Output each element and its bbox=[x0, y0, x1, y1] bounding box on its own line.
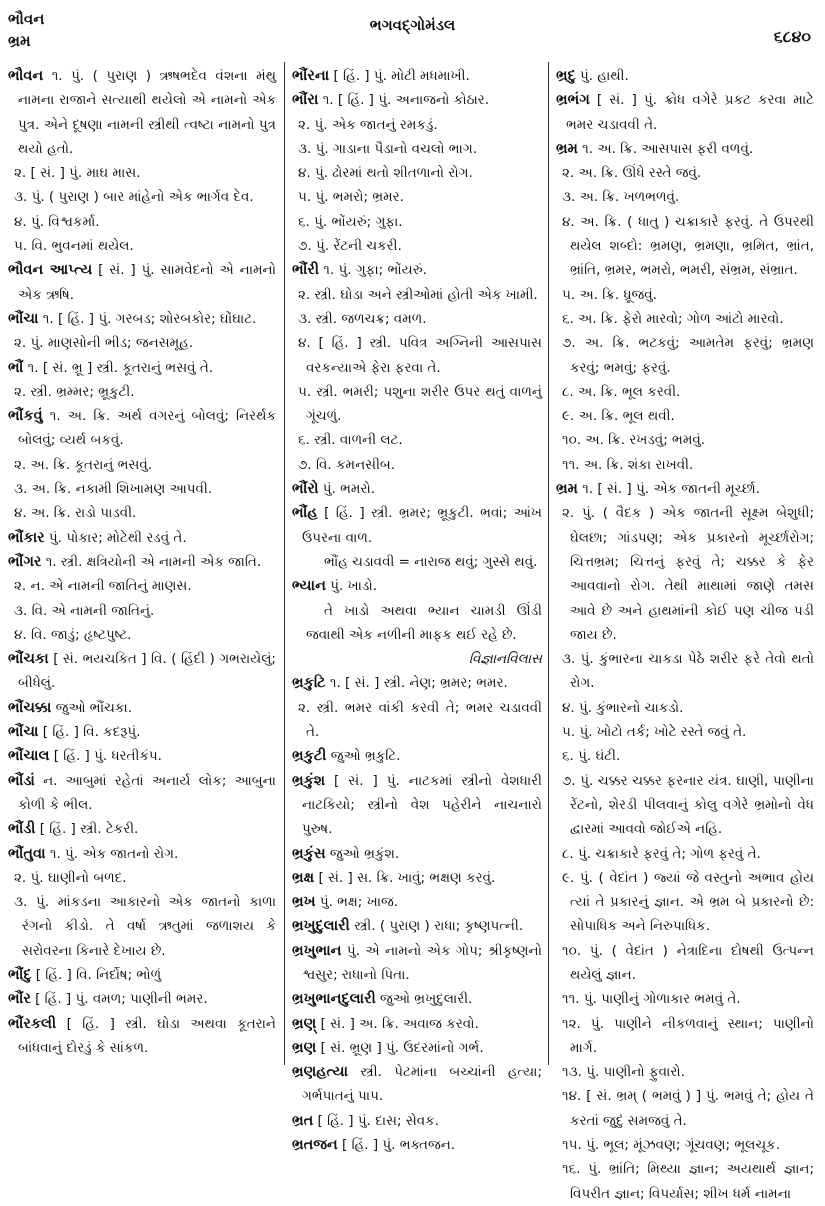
definition-text: ૧. [ સં. ] પું. એક જાતની મૂર્ચ્છા. bbox=[582, 481, 761, 498]
headword: ભ્રકુટી bbox=[292, 748, 327, 765]
headword: ભ્રખુભાનદુલારી bbox=[292, 991, 376, 1008]
dictionary-column-2 bbox=[292, 64, 542, 1157]
dictionary-entry bbox=[8, 842, 276, 866]
dictionary-entry bbox=[292, 501, 542, 550]
definition-text: ૫. અ. ક્રિ. ધ્રૂજવું. bbox=[562, 286, 658, 303]
dictionary-entry bbox=[292, 1060, 542, 1109]
definition-text: [ સં. ] અ. ક્રિ. અવાજ કરવો. bbox=[320, 1015, 479, 1032]
entry-sense bbox=[8, 890, 276, 963]
headword: ભૌંચક્કા bbox=[8, 699, 52, 716]
definition-text: ૬. અ. ક્રિ. ફેરો મારવો; ગોળ આંટો મારવો. bbox=[562, 310, 784, 327]
definition-text: [ સં. ભ્રૂણ ] પું. ઉદરમાંનો ગર્ભ. bbox=[320, 1039, 484, 1056]
definition-text: ૩. પું. ગાડાના પૈડાનો વચલો ભાગ. bbox=[298, 140, 477, 157]
dictionary-column-1 bbox=[8, 64, 276, 1060]
guide-word-first: ભૌવન bbox=[8, 10, 45, 28]
dictionary-entry bbox=[556, 477, 814, 501]
definition-text: ૭. પું. ચક્કર ચક્કર ફરનાર યંત્ર. ઘાણી, પાણીના રેંટનો, શેરડી પીલવાનું કોલુ વગેરે ભ્રમોનો વેધ દ્વારમાં આવવો જોઈએ નહિ. bbox=[562, 772, 814, 838]
headword: ભ્રકુંશ bbox=[292, 772, 326, 789]
headword: ભ્રખુદુલારી bbox=[292, 918, 350, 935]
entry-sense bbox=[8, 453, 276, 477]
headword: ભૌંદુ bbox=[8, 966, 32, 983]
entry-sense bbox=[556, 987, 814, 1011]
definition-text: ૨. અ. ક્રિ. કૂતરાનું ભસવું. bbox=[14, 456, 153, 473]
headword: ભૌંરા bbox=[292, 92, 319, 109]
definition-text: ૨. પું. માણસોની ભીડ; જનસમૂહ. bbox=[14, 335, 194, 352]
dictionary-entry bbox=[8, 720, 276, 744]
headword: ભ્રત bbox=[292, 1112, 314, 1129]
headword: ભ્રકુંસ bbox=[292, 845, 326, 862]
entry-sense bbox=[8, 331, 276, 355]
headword: ભ્યાન bbox=[292, 578, 326, 595]
headword: ભ્રક્ષ bbox=[292, 869, 315, 886]
definition-text: ૧૦. પું. ( વેદાંત ) નેત્રાદિના દોષથી ઉત્પન્ન થયેલું જ્ઞાન. bbox=[562, 942, 814, 983]
definition-text: ૨. પું. ( વૈદક ) એક જાતની સૂક્ષ્મ બેશુધી; ઘેલછા; ગાંડપણ; એક પ્રકારનો મૂર્ચ્છારોગ; ચિત્તભ્રમ; ચિત્તનું ફરવું તે; ચક્કર કે ફેર આવવાનો રોગ. તેથી માથામાં જાણે તમસ આવે છે અને હાથમાંની કોઈ પણ ચીજ પડી જાય છે. bbox=[562, 505, 814, 643]
definition-text: ૧. [ હિં. ] પું. ગરબડ; શોરબકોર; ઘોંઘાટ. bbox=[42, 310, 257, 327]
dictionary-entry bbox=[8, 307, 276, 331]
definition-text: ૬. પું. ભોંયરું; ગુફા. bbox=[298, 213, 403, 230]
headword: ભૌંરો bbox=[292, 481, 319, 498]
guide-word-last: ભ્રમ bbox=[8, 32, 31, 50]
definition-text: ૧. પું. ( પુરાણ ) ઋષભદેવ વંશના મંથુ નામના રાજાને સત્યાથી થયેલો એ નામનો એક પુત્ર. એને દૂષણા નામની સ્ત્રીથી ત્વષ્ટા નામનો પુત્ર થયો હતો. bbox=[18, 68, 276, 157]
dictionary-entry bbox=[292, 64, 542, 88]
definition-text: ૧૩. પું. પાણીનો ફુવારો. bbox=[562, 1064, 685, 1081]
definition-text: ૧. પું. એક જાતનો રોગ. bbox=[49, 845, 179, 862]
entry-sense bbox=[292, 137, 542, 161]
entry-sense bbox=[556, 939, 814, 988]
headword: ભૌંતુવા bbox=[8, 845, 46, 862]
entry-sense bbox=[292, 380, 542, 429]
headword: ભ્રણ bbox=[292, 1039, 317, 1056]
dictionary-entry bbox=[292, 842, 542, 866]
entry-sense bbox=[556, 720, 814, 744]
entry-sense bbox=[556, 331, 814, 380]
definition-text: [ હિં. ] સ્ત્રી. ઘોડા અથવા કૂતરાને બાંધવાનું દોરડું કે સાંકળ. bbox=[18, 1015, 276, 1056]
dictionary-entry bbox=[292, 1109, 542, 1133]
entry-sense bbox=[556, 428, 814, 452]
headword: ભૌંકવું bbox=[8, 408, 43, 425]
usage-example bbox=[292, 550, 542, 574]
headword: ભૌંડાં bbox=[8, 772, 35, 789]
definition-text: ૯. પું. ( વેદાંત ) જ્યાં જે વસ્તુનો અભાવ હોય ત્યાં તે પ્રકારનું જ્ઞાન. એ ભ્રમ બે પ્રકારનો છે: સોપાધિક અને નિરુપાધિક. bbox=[562, 869, 814, 935]
dictionary-entry bbox=[8, 550, 276, 574]
definition-text: ૩. પું. માંકડના આકારનો એક જાતનો કાળા રંગનો કીડો. તે વર્ષા ઋતુમાં જળાશય કે સરોવરના કિનારે દેખાય છે. bbox=[14, 894, 276, 959]
definition-text: સ્ત્રી. પેટમાંના બચ્ચાંની હત્યા; ગર્ભપાતનું પાપ. bbox=[302, 1064, 542, 1105]
definition-text: ૨. ન. એ નામની જાતિનું માણસ. bbox=[14, 578, 192, 595]
entry-sense bbox=[556, 380, 814, 404]
entry-sense bbox=[556, 307, 814, 331]
headword: ભ્રખુભાન bbox=[292, 942, 342, 959]
definition-text: [ હિં. ] પું. ધરતીકંપ. bbox=[53, 748, 162, 765]
entry-sense bbox=[556, 1060, 814, 1084]
definition-text: પું. હાથી. bbox=[580, 68, 629, 84]
definition-text: જુઓ ભ્રકુટિ. bbox=[330, 748, 401, 765]
headword: ભ્રણ્ bbox=[292, 1015, 317, 1032]
headword: ભૌંરકલી bbox=[8, 1015, 57, 1032]
definition-text: [ સં. ] પું. નાટકમાં સ્ત્રીનો વેશધારી નાટકિયો; સ્ત્રીનો વેશ પહેરીને નાચનારો પુરુષ. bbox=[302, 772, 543, 838]
definition-text: પું. પોકાર; મોટેથી રડવું તે. bbox=[48, 529, 187, 546]
headword: ભૌંગર bbox=[8, 553, 42, 570]
definition-text: ૧૧. અ. ક્રિ. શંકા રાખવી. bbox=[562, 456, 694, 473]
definition-text: ૬. પું. ઘંટી. bbox=[562, 748, 621, 765]
definition-text: ૪. વિ. જાડું; હૃષ્ટપુષ્ટ. bbox=[14, 626, 132, 643]
definition-text: ૫. પું. ખોટો તર્ક; ખોટે રસ્તે જવું તે. bbox=[562, 724, 747, 741]
definition-text: ૧. [ હિં. ] પું. અનાજનો કોઠાર. bbox=[322, 92, 490, 109]
headword: ભૌવન bbox=[8, 68, 44, 84]
definition-text: ૫. પું. ભમરો; ભ્રમર. bbox=[298, 189, 404, 206]
definition-text: પું. ભક્ષ; ખાજ. bbox=[319, 894, 399, 911]
dictionary-entry bbox=[292, 1036, 542, 1060]
definition-text: [ હિં. ] સ્ત્રી. ભ્રમર; ભ્રૂકુટી. ભવાં; આંખ ઉપરના વાળ. bbox=[302, 505, 543, 546]
headword: ભૌંરી bbox=[292, 262, 319, 279]
definition-text: ૩. વિ. એ નામની જાતિનું. bbox=[14, 602, 155, 619]
entry-sense bbox=[292, 113, 542, 137]
dictionary-entry bbox=[8, 696, 276, 720]
dictionary-entry bbox=[8, 526, 276, 550]
usage-example bbox=[292, 599, 542, 648]
definition-text: ૬. સ્ત્રી. વાળની લટ. bbox=[298, 432, 403, 449]
entry-sense bbox=[8, 234, 276, 258]
headword: ભ્રખ bbox=[292, 894, 316, 911]
entry-sense bbox=[556, 1012, 814, 1061]
definition-text: ૧. સ્ત્રી. ક્ષત્રિયોની એ નામની એક જાતિ. bbox=[45, 553, 262, 570]
entry-sense bbox=[556, 210, 814, 283]
definition-text: [ હિં. ] વિ. નિર્દોષ; ભોળું bbox=[35, 966, 162, 983]
definition-text: પું. ભમરો. bbox=[322, 481, 376, 498]
definition-text: ૪. અ. ક્રિ. રાડો પાડવી. bbox=[14, 505, 137, 522]
dictionary-entry bbox=[8, 1012, 276, 1061]
entry-sense bbox=[292, 453, 542, 477]
dictionary-entry bbox=[292, 890, 542, 914]
definition-text: [ હિં. ] પું. દાસ; સેવક. bbox=[317, 1112, 440, 1129]
entry-sense bbox=[556, 696, 814, 720]
definition-text: [ હિં. ] પું. મોટી મધમાખી. bbox=[333, 68, 470, 84]
dictionary-entry bbox=[8, 356, 276, 380]
headword: ભૌંકાર bbox=[8, 529, 45, 546]
definition-text: ૪. પું. કુંભારનો ચાકડો. bbox=[562, 699, 684, 716]
definition-text: જુઓ ભ્રકુંશ. bbox=[329, 845, 400, 862]
headword: ભ્રમ bbox=[556, 140, 578, 157]
entry-sense bbox=[292, 210, 542, 234]
entry-sense bbox=[292, 428, 542, 452]
headword: ભૌંર bbox=[8, 991, 31, 1008]
definition-text: તે ખાડો અથવા ભ્યાન ચામડી ઊંડી જવાથી એક નળીની માફક થઈ રહે છે. bbox=[306, 602, 542, 643]
dictionary-entry bbox=[8, 647, 276, 696]
dictionary-entry bbox=[292, 88, 542, 112]
entry-sense bbox=[556, 404, 814, 428]
entry-sense bbox=[8, 623, 276, 647]
headword: ભૌંહ bbox=[292, 505, 318, 522]
dictionary-entry bbox=[292, 258, 542, 282]
dictionary-entry bbox=[8, 744, 276, 768]
dictionary-entry bbox=[292, 574, 542, 598]
definition-text: ૭. પું. રેંટની ચકરી. bbox=[298, 238, 402, 255]
definition-text: ૭. વિ. કમનસીબ. bbox=[298, 456, 396, 473]
entry-sense bbox=[556, 453, 814, 477]
definition-text: જુઓ ભ્રખુદુલારી. bbox=[380, 991, 473, 1008]
definition-text: વિજ્ઞાનવિલાસ bbox=[468, 651, 542, 668]
entry-sense bbox=[292, 283, 542, 307]
entry-sense bbox=[8, 210, 276, 234]
headword: ભૌંચા bbox=[8, 724, 39, 741]
definition-text: ૩. સ્ત્રી. જળચક્ર; વમળ. bbox=[298, 310, 427, 327]
entry-sense bbox=[8, 599, 276, 623]
dictionary-entry bbox=[292, 477, 542, 501]
definition-text: ૧૧. પું. પાણીનું ગોળાકાર ભમવું તે. bbox=[562, 991, 741, 1008]
definition-text: પું. ખાડો. bbox=[330, 578, 378, 595]
definition-text: ૧. પું. ગુફા; ભોંયરું. bbox=[323, 262, 427, 279]
headword: ભ્રભંગ bbox=[556, 92, 590, 109]
definition-text: ૨. સ્ત્રી. ભ્રમ્મર; ભ્રૂકુટી. bbox=[14, 383, 135, 400]
definition-text: [ સં. ભયચકિત ] વિ. ( હિંદી ) ગભરાયેલું; બીધેલું. bbox=[18, 651, 276, 692]
entry-sense bbox=[556, 185, 814, 209]
definition-text: ભૌંહ ચડાવવી = નારાજ થવું; ગુસ્સે થવું. bbox=[324, 553, 538, 570]
definition-text: [ હિં. ] વિ. કદરૂપું. bbox=[42, 724, 141, 741]
definition-text: ૩. પું. કુંભારના ચાકડા પેઠે શરીર ફરે તેવો થતો રોગ. bbox=[562, 651, 814, 692]
entry-sense bbox=[556, 1084, 814, 1133]
headword: ભૌવન આપ્ત્ય bbox=[8, 262, 93, 279]
entry-sense bbox=[8, 380, 276, 404]
definition-text: ૨. પું. એક જાતનું રમકડું. bbox=[298, 116, 438, 133]
entry-sense bbox=[292, 161, 542, 185]
definition-text: ન. આબુમાં રહેતાં અનાર્ય લોક; આબુના કોળી કે ભીલ. bbox=[18, 772, 276, 813]
dictionary-entry bbox=[292, 1012, 542, 1036]
entry-sense bbox=[556, 501, 814, 647]
definition-text: ૧૪. [ સં. ભ્રમ્ ( ભમવું ) ] પું. ભમવું તે; હોય તે કરતાં જુદું સમજવું તે. bbox=[562, 1088, 814, 1129]
definition-text: ૧. [ સં. ] સ્ત્રી. નેણ; ભ્રમર; ભમર. bbox=[329, 675, 508, 692]
dictionary-entry bbox=[292, 769, 542, 842]
entry-sense bbox=[556, 769, 814, 842]
definition-text: ૧૫. પું. ભૂલ; મૂંઝવણ; ગૂંચવણ; ભૂલચૂક. bbox=[562, 1137, 780, 1154]
column-divider bbox=[548, 62, 549, 1065]
definition-text: ૩. અ. ક્રિ. ખળભળવું. bbox=[562, 189, 680, 206]
entry-sense bbox=[556, 283, 814, 307]
page-title: ભગવદ્ગોમંડલ bbox=[369, 16, 456, 34]
definition-text: ૩. પું. ( પુરાણ ) બાર માંહેનો એક ભાર્ગવ દેવ. bbox=[14, 189, 254, 206]
definition-text: ૧૬. પું. ભ્રાંતિ; મિથ્યા જ્ઞાન; અયથાર્થ જ્ઞાન; વિપરીત જ્ઞાન; વિપર્યાસ; શીખ ધર્મ નામના bbox=[562, 1161, 814, 1202]
definition-text: ૪. [ હિં. ] સ્ત્રી. પવિત્ર અગ્નિની આસપાસ વરકન્યાએ ફેરા ફરવા તે. bbox=[298, 335, 542, 376]
entry-sense bbox=[8, 161, 276, 185]
dictionary-entry bbox=[8, 817, 276, 841]
definition-text: [ હિં. ] પું. વમળ; પાણીની ભમર. bbox=[35, 991, 208, 1008]
definition-text: ૨. [ સં. ] પું. માઘ માસ. bbox=[14, 165, 141, 182]
definition-text: ૪. પું. ઢોરમાં થતો શીતળાનો રોગ. bbox=[298, 165, 473, 182]
dictionary-entry bbox=[8, 258, 276, 307]
definition-text: ૧. અ. ક્રિ. અર્થ વગરનું બોલવું; નિરર્થક બોલવું; વ્યર્થ બકવું. bbox=[18, 408, 276, 449]
dictionary-entry bbox=[292, 866, 542, 890]
dictionary-entry bbox=[8, 987, 276, 1011]
dictionary-entry bbox=[8, 404, 276, 453]
dictionary-entry bbox=[292, 939, 542, 988]
dictionary-column-3 bbox=[556, 64, 814, 1206]
page-number: ૬૮૪૦ bbox=[773, 27, 811, 46]
headword: ભૌંરના bbox=[292, 68, 330, 84]
definition-text: ૯. અ. ક્રિ. ભૂલ થવી. bbox=[562, 408, 675, 425]
headword: ભૌં bbox=[8, 359, 24, 376]
definition-text: ૫. વિ. ભુવનમાં થયેલ. bbox=[14, 238, 134, 255]
dictionary-entry bbox=[8, 769, 276, 818]
entry-sense bbox=[8, 477, 276, 501]
entry-sense bbox=[556, 744, 814, 768]
headword: ભ્રણહત્યા bbox=[292, 1064, 349, 1081]
definition-text: ૪. પું. વિશ્વકર્મા. bbox=[14, 213, 100, 230]
dictionary-entry bbox=[292, 744, 542, 768]
entry-sense bbox=[292, 185, 542, 209]
definition-text: ૭. અ. ક્રિ. ભટકવું; આમતેમ ફરવું; ભ્રમણ કરવું; ભમવું; ફરવું. bbox=[562, 335, 814, 376]
definition-text: ૨. અ. ક્રિ. ઊંધે રસ્તે જવું. bbox=[562, 165, 702, 182]
definition-text: ૧. [ સં. ભ્રૂ ] સ્ત્રી. કૂતરાનું ભસવું તે. bbox=[27, 359, 214, 376]
definition-text: ૧૨. પું. પાણીને નીકળવાનું સ્થાન; પાણીનો માર્ગ. bbox=[562, 1015, 814, 1056]
headword: ભૌંચકા bbox=[8, 651, 49, 668]
dictionary-entry bbox=[8, 64, 276, 161]
definition-text: [ સં. ] પું. સામવેદનો એ નામનો એક ઋષિ. bbox=[18, 262, 276, 303]
definition-text: ૪. અ. ક્રિ. ( ધાતુ ) ચક્રાકારે ફરવું. તે ઉપરથી થયેલ શબ્દો: ભ્રમણ, ભ્રમણા, ભ્રમિત, ભ્રાંત, ભ્રાંતિ, ભ્રમર, ભમરો, ભમરી, સંભ્રમ, સંભ્રાત. bbox=[562, 213, 814, 279]
definition-text: ૨. પું. ઘાણીનો બળદ. bbox=[14, 869, 127, 886]
definition-text: [ હિં. ] સ્ત્રી. ટેકરી. bbox=[39, 821, 139, 838]
dictionary-entry bbox=[556, 64, 814, 88]
definition-text: ૧૦. અ. ક્રિ. રખડવું; ભમવું. bbox=[562, 432, 706, 449]
entry-sense bbox=[556, 842, 814, 866]
entry-sense bbox=[8, 185, 276, 209]
citation-source bbox=[292, 647, 542, 671]
definition-text: પું. એ નામનો એક ગોપ; શ્રીકૃષ્ણનો શ્વસુર; રાધાનો પિતા. bbox=[302, 942, 542, 983]
headword: ભૌંચા bbox=[8, 310, 39, 327]
definition-text: ૧. અ. ક્રિ. આસપાસ ફરી વળવું. bbox=[582, 140, 754, 157]
definition-text: ૨. સ્ત્રી. ભમર વાંકી કરવી તે; ભમર ચડાવવી તે. bbox=[298, 699, 542, 741]
definition-text: [ સં. ] સ. ક્રિ. ખાવું; ભક્ષણ કરવું. bbox=[318, 869, 496, 886]
dictionary-entry bbox=[292, 1133, 542, 1157]
entry-sense bbox=[292, 307, 542, 331]
definition-text: ૮. અ. ક્રિ. ભૂલ કરવી. bbox=[562, 383, 681, 400]
dictionary-entry bbox=[292, 671, 542, 695]
definition-text: જુઓ ભૌંચકા. bbox=[55, 699, 132, 716]
entry-sense bbox=[292, 331, 542, 380]
definition-text: [ હિં. ] પું. ભક્તજન. bbox=[342, 1137, 456, 1154]
headword: ભ્રમ bbox=[556, 481, 578, 498]
definition-text: સ્ત્રી. ( પુરાણ ) રાધા; કૃષ્ણપત્ની. bbox=[354, 918, 524, 935]
entry-sense bbox=[8, 866, 276, 890]
entry-sense bbox=[8, 501, 276, 525]
definition-text: [ સં. ] પું. ક્રોધ વગેરે પ્રકટ કરવા માટે ભમર ચડાવવી તે. bbox=[566, 92, 815, 133]
dictionary-entry bbox=[292, 987, 542, 1011]
dictionary-entry bbox=[8, 963, 276, 987]
dictionary-entry bbox=[556, 137, 814, 161]
headword: ભૌંચાલ bbox=[8, 748, 50, 765]
headword: ભ્રતજન bbox=[292, 1137, 338, 1154]
entry-sense bbox=[8, 574, 276, 598]
entry-sense bbox=[292, 234, 542, 258]
dictionary-entry bbox=[556, 88, 814, 137]
headword: ભૌંડી bbox=[8, 821, 36, 838]
entry-sense bbox=[556, 1157, 814, 1206]
entry-sense bbox=[292, 696, 542, 745]
entry-sense bbox=[556, 866, 814, 939]
entry-sense bbox=[556, 1133, 814, 1157]
entry-sense bbox=[556, 647, 814, 696]
headword: ભ્રકુટિ bbox=[292, 675, 326, 692]
column-divider bbox=[284, 62, 285, 1065]
definition-text: ૨. સ્ત્રી. ઘોડા અને સ્ત્રીઓમાં હોતી એક ખામી. bbox=[298, 286, 538, 303]
definition-text: ૫. સ્ત્રી. ભમરી; પશુના શરીર ઉપર થતું વાળનું ગૂંચળું. bbox=[298, 383, 542, 425]
definition-text: ૩. અ. ક્રિ. નકામી શિખામણ આપવી. bbox=[14, 481, 213, 498]
dictionary-entry bbox=[292, 914, 542, 938]
entry-sense bbox=[556, 161, 814, 185]
headword: ભ્રદુ bbox=[556, 68, 576, 84]
definition-text: ૮. પું. ચક્રાકારે ફરવું તે; ગોળ ફરવું તે. bbox=[562, 845, 761, 862]
